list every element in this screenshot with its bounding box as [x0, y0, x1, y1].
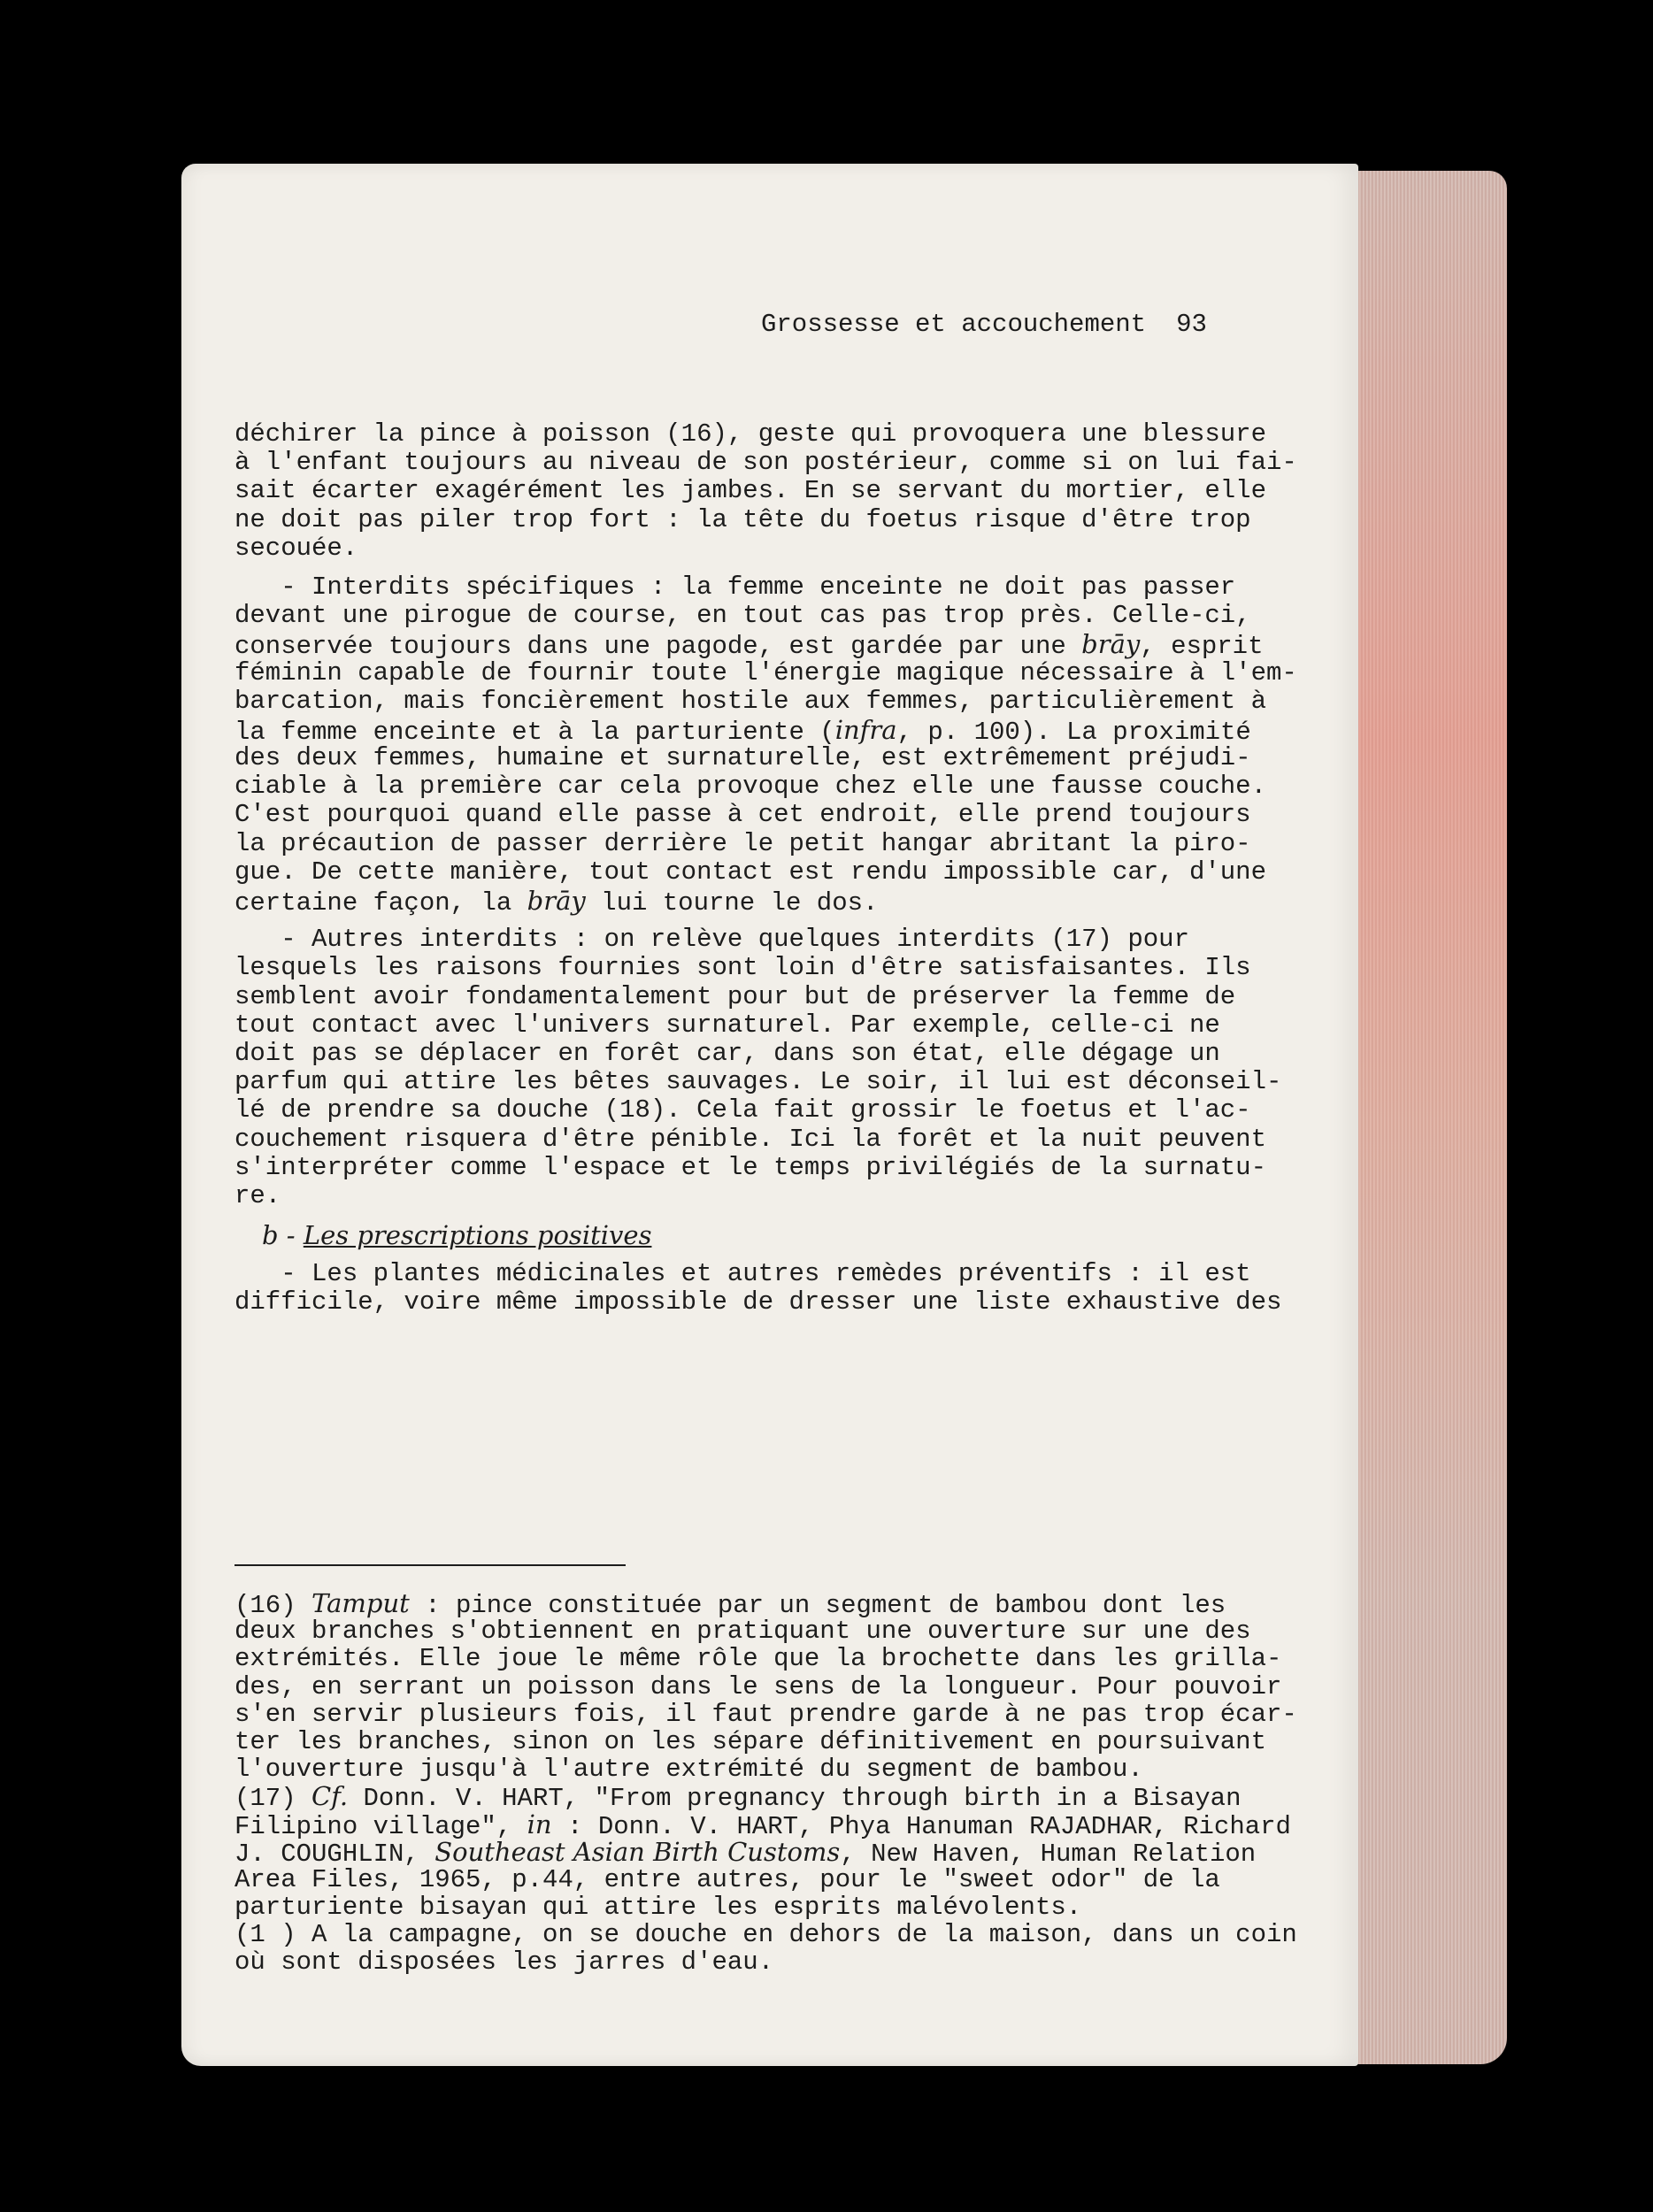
section-heading-title: Les prescriptions positives [303, 1220, 652, 1251]
book-title: Southeast Asian Birth Customs [434, 1836, 841, 1867]
text-line: féminin capable de fournir toute l'énergie magique nécessaire à l'em- [234, 657, 1297, 687]
text-line: - Les plantes médicinales et autres remèdes préventifs : il est [234, 1259, 1251, 1289]
body-text [234, 419, 1297, 1317]
italic-term: Cf. [311, 1781, 349, 1812]
page-edges [1357, 171, 1507, 2064]
running-head-title: Grossesse et accouchement [761, 310, 1147, 339]
footnote-rule [234, 1564, 626, 1566]
page-number: 93 [1176, 310, 1207, 339]
text-line: re. [234, 1180, 281, 1210]
footnote-line: deux branches s'obtiennent en pratiquant une ouverture sur une des [234, 1617, 1251, 1647]
text-line: couchement risquera d'être pénible. Ici la forêt et la nuit peuvent [234, 1124, 1266, 1154]
text-line: difficile, voire même impossible de dresser une liste exhaustive des [234, 1287, 1282, 1317]
text-line: C'est pourquoi quand elle passe à cet endroit, elle prend toujours [234, 800, 1251, 830]
text-line: lesquels les raisons fournies sont loin d'être satisfaisantes. Ils [234, 953, 1251, 983]
book [181, 164, 1509, 2066]
text-line: à l'enfant toujours au niveau de son postérieur, comme si on lui fai- [234, 448, 1297, 478]
text-line: conservée toujours dans une pagode, est gardée par une brāy, esprit [234, 629, 1264, 662]
text-line: lé de prendre sa douche (18). Cela fait grossir le foetus et l'ac- [234, 1095, 1251, 1125]
footnote-line: parturiente bisayan qui attire les esprits malévolents. [234, 1893, 1082, 1923]
text-line: - Interdits spécifiques : la femme enceinte ne doit pas passer [234, 572, 1236, 602]
section-heading: b - Les prescriptions positives [262, 1220, 652, 1251]
text-line: barcation, mais foncièrement hostile aux femmes, particulièrement à [234, 686, 1266, 716]
footnote-line: (17) Cf. Donn. V. HART, "From pregnancy through birth in a Bisayan [234, 1781, 1242, 1814]
text-line: sait écarter exagérément les jambes. En se servant du mortier, elle [234, 476, 1266, 506]
text-line: des deux femmes, humaine et surnaturelle, est extrêmement préjudi- [234, 743, 1251, 773]
italic-term: brāy [1081, 629, 1141, 660]
footnote-line: (16) Tamput : pince constituée par un segment de bambou dont les [234, 1588, 1226, 1620]
footnote-line: extrémités. Elle joue le même rôle que la brochette dans les grilla- [234, 1644, 1282, 1674]
page [181, 164, 1358, 2066]
footnote-line: Filipino village", in : Donn. V. HART, Phya Hanuman RAJADHAR, Richard [234, 1809, 1291, 1841]
footnote-line: s'en servir plusieurs fois, il faut prendre garde à ne pas trop écar- [234, 1699, 1297, 1729]
footnote-line: ter les branches, sinon on les sépare définitivement en poursuivant [234, 1726, 1266, 1756]
footnote-line: (1 ) A la campagne, on se douche en dehors de la maison, dans un coin [234, 1920, 1297, 1950]
footnote-line: où sont disposées les jarres d'eau. [234, 1947, 774, 1978]
text-line: s'interpréter comme l'espace et le temps privilégiés de la surnatu- [234, 1152, 1266, 1182]
text-line: la femme enceinte et à la parturiente (infra, p. 100). La proximité [234, 714, 1251, 747]
text-line: ciable à la première car cela provoque chez elle une fausse couche. [234, 772, 1266, 802]
text-line: parfum qui attire les bêtes sauvages. Le soir, il lui est déconseil- [234, 1067, 1282, 1097]
italic-term: in [527, 1809, 552, 1839]
italic-term: brāy [527, 886, 586, 916]
text-line: doit pas se déplacer en forêt car, dans son état, elle dégage un [234, 1038, 1220, 1068]
italic-term: infra [834, 714, 897, 745]
running-head [761, 310, 1207, 339]
footnote-line: J. COUGHLIN, Southeast Asian Birth Customs, New Haven, Human Relation [234, 1836, 1257, 1869]
text-line: gue. De cette manière, tout contact est rendu impossible car, d'une [234, 856, 1266, 887]
text-line: certaine façon, la brāy lui tourne le dos. [234, 886, 879, 918]
text-line: secouée. [234, 533, 358, 563]
italic-term: Tamput [311, 1588, 410, 1618]
text-line: la précaution de passer derrière le petit hangar abritant la piro- [234, 828, 1251, 858]
footnote-line: l'ouverture jusqu'à l'autre extrémité du segment de bambou. [234, 1755, 1143, 1785]
text-line: ne doit pas piler trop fort : la tête du foetus risque d'être trop [234, 504, 1251, 534]
text-line: déchirer la pince à poisson (16), geste qui provoquera une blessure [234, 419, 1266, 449]
footnotes [234, 1588, 1297, 1978]
text-line: - Autres interdits : on relève quelques interdits (17) pour [234, 925, 1189, 955]
footnote-line: Area Files, 1965, p.44, entre autres, pour le "sweet odor" de la [234, 1864, 1220, 1894]
text-line: semblent avoir fondamentalement pour but de préserver la femme de [234, 981, 1236, 1011]
footnote-line: des, en serrant un poisson dans le sens de la longueur. Pour pouvoir [234, 1671, 1282, 1701]
text-line: tout contact avec l'univers surnaturel. Par exemple, celle-ci ne [234, 1010, 1220, 1040]
text-line: devant une pirogue de course, en tout cas pas trop près. Celle-ci, [234, 601, 1251, 631]
